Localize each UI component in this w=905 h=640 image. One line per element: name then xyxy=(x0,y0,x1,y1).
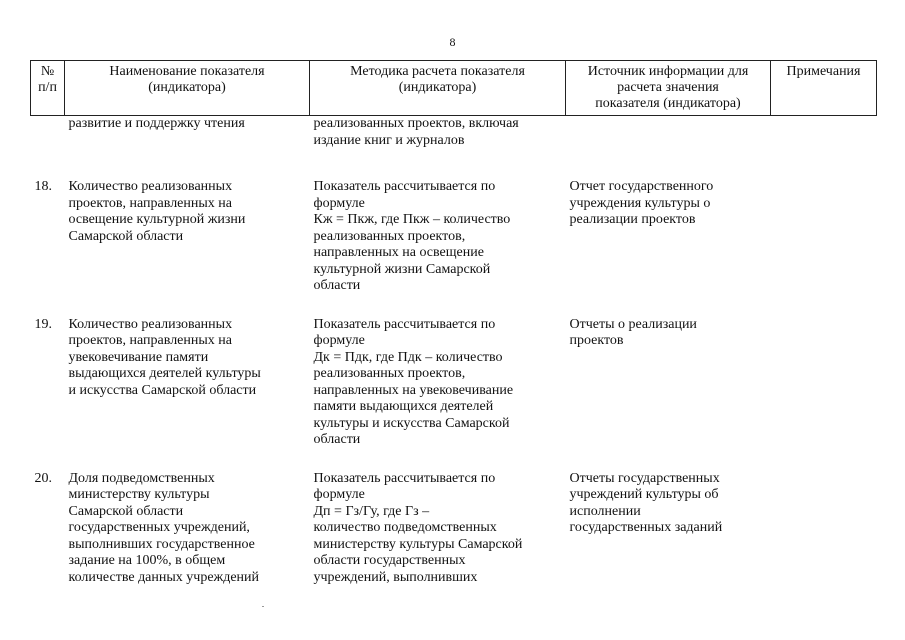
header-row xyxy=(31,61,877,116)
cell-note xyxy=(771,179,877,317)
header-note: Примечания xyxy=(771,61,877,116)
cell-note xyxy=(771,317,877,471)
cell-method: реализованных проектов, включая издание книг и журналов xyxy=(313,116,519,148)
table-row xyxy=(31,317,877,471)
continuation-row xyxy=(31,116,877,180)
cell-name: развитие и поддержку чтения xyxy=(68,116,245,131)
cell-method: Показатель рассчитывается по формуле Дп = Гз/Гу, где Гз – количество подведомственных министерству культуры Самарской области государственных учреждений, выполнивших xyxy=(313,470,523,585)
cell-name: Доля подведомственных министерству культуры Самарской области государственных учреждений, выполнивших государственное задание на 100%, в общем количестве данных учреждений xyxy=(68,470,260,585)
cell-method: Показатель рассчитывается по формуле Кж = Пкж, где Пкж – количество реализованных проектов, направленных на освещение культурной жизни Самарской области xyxy=(313,179,511,293)
scan-speck xyxy=(262,606,264,607)
cell-method: Показатель рассчитывается по формуле Дк = Пдк, где Пдк – количество реализованных проектов, направленных на увековечивание памяти выдающихся деятелей культуры и искусства Самарской области xyxy=(313,316,514,447)
cell-source: Отчеты о реализации проектов xyxy=(569,316,697,348)
cell-source xyxy=(566,116,771,180)
header-source: Источник информации для расчета значения показателя (индикатора) xyxy=(566,61,771,116)
table-body xyxy=(31,116,877,609)
cell-name: Количество реализованных проектов, направленных на увековечивание памяти выдающихся деятелей культуры и искусства Самарской области xyxy=(68,316,261,398)
table-row xyxy=(31,179,877,317)
cell-note xyxy=(771,116,877,180)
header-method: Методика расчета показателя (индикатора) xyxy=(310,61,566,116)
cell-source: Отчет государственного учреждения культуры о реализации проектов xyxy=(569,179,714,227)
cell-note xyxy=(771,471,877,609)
cell-num: 20. xyxy=(34,470,52,486)
cell-source: Отчеты государственных учреждений культуры об исполнении государственных заданий xyxy=(569,470,723,535)
page-number: 8 xyxy=(449,35,456,49)
cell-num xyxy=(31,116,65,180)
table-row xyxy=(31,471,877,609)
header-name: Наименование показателя (индикатора) xyxy=(65,61,310,116)
header-num: № п/п xyxy=(31,61,65,116)
cell-num: 19. xyxy=(34,316,52,332)
indicators-table xyxy=(30,60,877,608)
cell-num: 18. xyxy=(34,179,52,194)
cell-name: Количество реализованных проектов, направленных на освещение культурной жизни Самарской области xyxy=(68,179,246,244)
table-header xyxy=(31,61,877,116)
